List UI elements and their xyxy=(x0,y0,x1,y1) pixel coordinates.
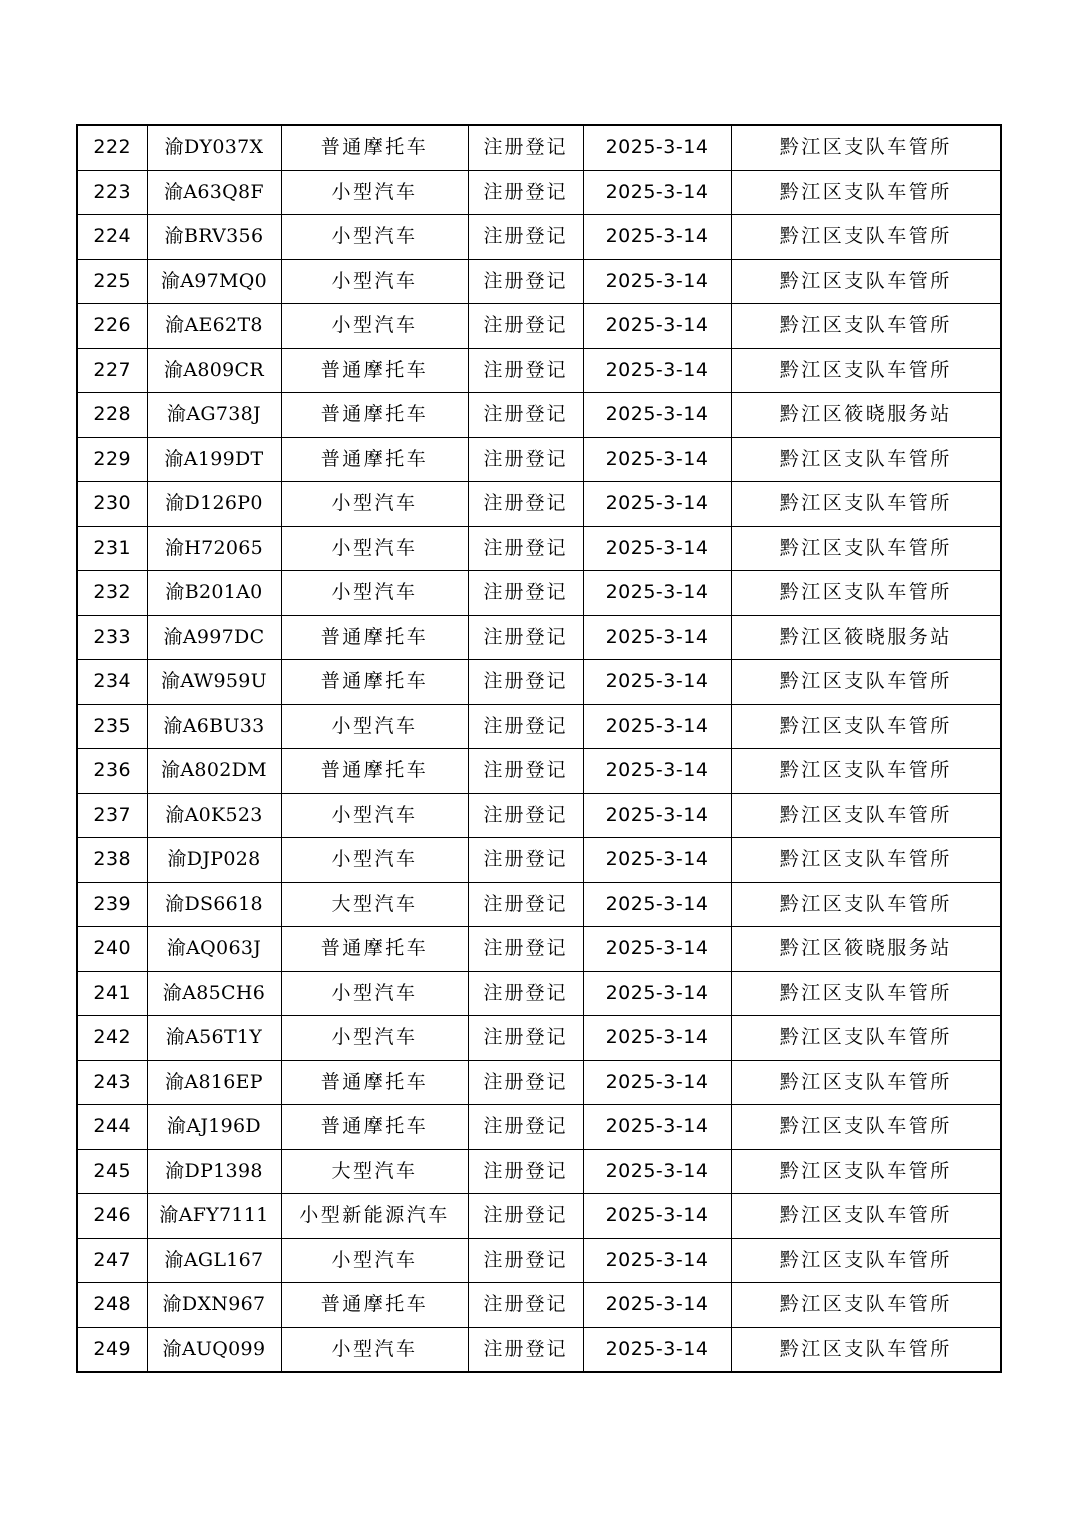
license-plate: 渝H72065 xyxy=(147,526,281,571)
handling-office: 黔江区支队车管所 xyxy=(731,304,1001,349)
table-row xyxy=(77,348,1001,393)
business-type: 注册登记 xyxy=(468,526,583,571)
handling-office: 黔江区支队车管所 xyxy=(731,170,1001,215)
registration-date: 2025-3-14 xyxy=(583,170,731,215)
serial-number: 226 xyxy=(77,304,147,349)
registration-date: 2025-3-14 xyxy=(583,1149,731,1194)
serial-number: 240 xyxy=(77,927,147,972)
registration-date: 2025-3-14 xyxy=(583,1327,731,1372)
handling-office: 黔江区支队车管所 xyxy=(731,1238,1001,1283)
license-plate: 渝AG738J xyxy=(147,393,281,438)
table-row xyxy=(77,393,1001,438)
handling-office: 黔江区支队车管所 xyxy=(731,437,1001,482)
table-row xyxy=(77,927,1001,972)
vehicle-type: 普通摩托车 xyxy=(281,1060,468,1105)
handling-office: 黔江区支队车管所 xyxy=(731,971,1001,1016)
business-type: 注册登记 xyxy=(468,348,583,393)
license-plate: 渝B201A0 xyxy=(147,571,281,616)
license-plate: 渝AUQ099 xyxy=(147,1327,281,1372)
vehicle-type: 普通摩托车 xyxy=(281,927,468,972)
serial-number: 238 xyxy=(77,838,147,883)
handling-office: 黔江区筱晓服务站 xyxy=(731,927,1001,972)
serial-number: 227 xyxy=(77,348,147,393)
serial-number: 228 xyxy=(77,393,147,438)
table-row xyxy=(77,660,1001,705)
registration-date: 2025-3-14 xyxy=(583,660,731,705)
serial-number: 242 xyxy=(77,1016,147,1061)
vehicle-type: 小型汽车 xyxy=(281,971,468,1016)
license-plate: 渝AJ196D xyxy=(147,1105,281,1150)
handling-office: 黔江区支队车管所 xyxy=(731,348,1001,393)
license-plate: 渝D126P0 xyxy=(147,482,281,527)
table-row xyxy=(77,482,1001,527)
business-type: 注册登记 xyxy=(468,125,583,170)
serial-number: 245 xyxy=(77,1149,147,1194)
serial-number: 239 xyxy=(77,882,147,927)
license-plate: 渝A997DC xyxy=(147,615,281,660)
serial-number: 243 xyxy=(77,1060,147,1105)
table-row xyxy=(77,526,1001,571)
license-plate: 渝DXN967 xyxy=(147,1283,281,1328)
table-row xyxy=(77,259,1001,304)
serial-number: 248 xyxy=(77,1283,147,1328)
table-row xyxy=(77,1016,1001,1061)
vehicle-type: 普通摩托车 xyxy=(281,348,468,393)
handling-office: 黔江区支队车管所 xyxy=(731,482,1001,527)
license-plate: 渝A809CR xyxy=(147,348,281,393)
table-row xyxy=(77,125,1001,170)
registration-date: 2025-3-14 xyxy=(583,482,731,527)
license-plate: 渝DJP028 xyxy=(147,838,281,883)
business-type: 注册登记 xyxy=(468,259,583,304)
registration-date: 2025-3-14 xyxy=(583,259,731,304)
license-plate: 渝A97MQ0 xyxy=(147,259,281,304)
registration-date: 2025-3-14 xyxy=(583,882,731,927)
handling-office: 黔江区筱晓服务站 xyxy=(731,615,1001,660)
business-type: 注册登记 xyxy=(468,1327,583,1372)
vehicle-type: 小型汽车 xyxy=(281,838,468,883)
serial-number: 223 xyxy=(77,170,147,215)
handling-office: 黔江区支队车管所 xyxy=(731,660,1001,705)
registration-date: 2025-3-14 xyxy=(583,125,731,170)
vehicle-type: 普通摩托车 xyxy=(281,749,468,794)
business-type: 注册登记 xyxy=(468,482,583,527)
license-plate: 渝BRV356 xyxy=(147,215,281,260)
license-plate: 渝DY037X xyxy=(147,125,281,170)
vehicle-type: 普通摩托车 xyxy=(281,660,468,705)
table-row xyxy=(77,304,1001,349)
vehicle-type: 普通摩托车 xyxy=(281,393,468,438)
registry-table-body xyxy=(77,125,1001,1372)
business-type: 注册登记 xyxy=(468,571,583,616)
vehicle-type: 普通摩托车 xyxy=(281,615,468,660)
handling-office: 黔江区支队车管所 xyxy=(731,1327,1001,1372)
business-type: 注册登记 xyxy=(468,927,583,972)
table-row xyxy=(77,1194,1001,1239)
vehicle-type: 小型汽车 xyxy=(281,304,468,349)
table-row xyxy=(77,170,1001,215)
vehicle-type: 普通摩托车 xyxy=(281,437,468,482)
business-type: 注册登记 xyxy=(468,1238,583,1283)
business-type: 注册登记 xyxy=(468,749,583,794)
serial-number: 224 xyxy=(77,215,147,260)
serial-number: 234 xyxy=(77,660,147,705)
vehicle-type: 大型汽车 xyxy=(281,1149,468,1194)
business-type: 注册登记 xyxy=(468,1105,583,1150)
business-type: 注册登记 xyxy=(468,437,583,482)
business-type: 注册登记 xyxy=(468,170,583,215)
vehicle-type: 小型汽车 xyxy=(281,170,468,215)
table-row xyxy=(77,1105,1001,1150)
table-row xyxy=(77,1283,1001,1328)
vehicle-type: 小型汽车 xyxy=(281,704,468,749)
vehicle-type: 普通摩托车 xyxy=(281,1105,468,1150)
registration-date: 2025-3-14 xyxy=(583,1194,731,1239)
license-plate: 渝AE62T8 xyxy=(147,304,281,349)
serial-number: 230 xyxy=(77,482,147,527)
business-type: 注册登记 xyxy=(468,1016,583,1061)
registration-date: 2025-3-14 xyxy=(583,1016,731,1061)
serial-number: 233 xyxy=(77,615,147,660)
business-type: 注册登记 xyxy=(468,215,583,260)
handling-office: 黔江区支队车管所 xyxy=(731,1283,1001,1328)
vehicle-type: 小型汽车 xyxy=(281,793,468,838)
license-plate: 渝AGL167 xyxy=(147,1238,281,1283)
business-type: 注册登记 xyxy=(468,1060,583,1105)
registry-table-container xyxy=(76,124,1000,1373)
registration-date: 2025-3-14 xyxy=(583,927,731,972)
handling-office: 黔江区支队车管所 xyxy=(731,259,1001,304)
vehicle-type: 小型汽车 xyxy=(281,1238,468,1283)
license-plate: 渝AQ063J xyxy=(147,927,281,972)
business-type: 注册登记 xyxy=(468,1194,583,1239)
registration-date: 2025-3-14 xyxy=(583,615,731,660)
serial-number: 244 xyxy=(77,1105,147,1150)
table-row xyxy=(77,838,1001,883)
vehicle-type: 小型汽车 xyxy=(281,259,468,304)
registration-date: 2025-3-14 xyxy=(583,1060,731,1105)
handling-office: 黔江区支队车管所 xyxy=(731,704,1001,749)
license-plate: 渝A63Q8F xyxy=(147,170,281,215)
license-plate: 渝A816EP xyxy=(147,1060,281,1105)
handling-office: 黔江区支队车管所 xyxy=(731,125,1001,170)
vehicle-type: 小型汽车 xyxy=(281,1327,468,1372)
table-row xyxy=(77,882,1001,927)
handling-office: 黔江区支队车管所 xyxy=(731,571,1001,616)
table-row xyxy=(77,571,1001,616)
serial-number: 247 xyxy=(77,1238,147,1283)
table-row xyxy=(77,704,1001,749)
business-type: 注册登记 xyxy=(468,793,583,838)
handling-office: 黔江区支队车管所 xyxy=(731,1016,1001,1061)
serial-number: 225 xyxy=(77,259,147,304)
registration-date: 2025-3-14 xyxy=(583,793,731,838)
license-plate: 渝AFY7111 xyxy=(147,1194,281,1239)
registration-date: 2025-3-14 xyxy=(583,348,731,393)
business-type: 注册登记 xyxy=(468,1283,583,1328)
license-plate: 渝AW959U xyxy=(147,660,281,705)
vehicle-type: 小型汽车 xyxy=(281,1016,468,1061)
handling-office: 黔江区支队车管所 xyxy=(731,1194,1001,1239)
handling-office: 黔江区支队车管所 xyxy=(731,1149,1001,1194)
business-type: 注册登记 xyxy=(468,882,583,927)
registration-date: 2025-3-14 xyxy=(583,971,731,1016)
vehicle-registration-table xyxy=(76,124,1002,1373)
registration-date: 2025-3-14 xyxy=(583,749,731,794)
serial-number: 232 xyxy=(77,571,147,616)
vehicle-type: 大型汽车 xyxy=(281,882,468,927)
table-row xyxy=(77,1149,1001,1194)
business-type: 注册登记 xyxy=(468,1149,583,1194)
registration-date: 2025-3-14 xyxy=(583,1105,731,1150)
license-plate: 渝A199DT xyxy=(147,437,281,482)
table-row xyxy=(77,437,1001,482)
license-plate: 渝A85CH6 xyxy=(147,971,281,1016)
license-plate: 渝A0K523 xyxy=(147,793,281,838)
serial-number: 237 xyxy=(77,793,147,838)
table-row xyxy=(77,1060,1001,1105)
vehicle-type: 小型汽车 xyxy=(281,571,468,616)
license-plate: 渝A802DM xyxy=(147,749,281,794)
registration-date: 2025-3-14 xyxy=(583,571,731,616)
registration-date: 2025-3-14 xyxy=(583,526,731,571)
vehicle-type: 小型汽车 xyxy=(281,215,468,260)
vehicle-type: 小型汽车 xyxy=(281,526,468,571)
table-row xyxy=(77,1238,1001,1283)
business-type: 注册登记 xyxy=(468,304,583,349)
business-type: 注册登记 xyxy=(468,660,583,705)
serial-number: 246 xyxy=(77,1194,147,1239)
business-type: 注册登记 xyxy=(468,971,583,1016)
serial-number: 249 xyxy=(77,1327,147,1372)
handling-office: 黔江区支队车管所 xyxy=(731,793,1001,838)
registration-date: 2025-3-14 xyxy=(583,393,731,438)
table-row xyxy=(77,1327,1001,1372)
license-plate: 渝DP1398 xyxy=(147,1149,281,1194)
business-type: 注册登记 xyxy=(468,704,583,749)
business-type: 注册登记 xyxy=(468,838,583,883)
license-plate: 渝DS6618 xyxy=(147,882,281,927)
handling-office: 黔江区支队车管所 xyxy=(731,1105,1001,1150)
vehicle-type: 普通摩托车 xyxy=(281,125,468,170)
table-row xyxy=(77,749,1001,794)
handling-office: 黔江区支队车管所 xyxy=(731,215,1001,260)
business-type: 注册登记 xyxy=(468,615,583,660)
serial-number: 222 xyxy=(77,125,147,170)
serial-number: 236 xyxy=(77,749,147,794)
serial-number: 231 xyxy=(77,526,147,571)
registration-date: 2025-3-14 xyxy=(583,838,731,883)
serial-number: 229 xyxy=(77,437,147,482)
license-plate: 渝A6BU33 xyxy=(147,704,281,749)
vehicle-type: 普通摩托车 xyxy=(281,1283,468,1328)
handling-office: 黔江区支队车管所 xyxy=(731,526,1001,571)
serial-number: 241 xyxy=(77,971,147,1016)
vehicle-type: 小型新能源汽车 xyxy=(281,1194,468,1239)
handling-office: 黔江区支队车管所 xyxy=(731,749,1001,794)
handling-office: 黔江区支队车管所 xyxy=(731,882,1001,927)
registration-date: 2025-3-14 xyxy=(583,1283,731,1328)
registration-date: 2025-3-14 xyxy=(583,437,731,482)
registration-date: 2025-3-14 xyxy=(583,215,731,260)
table-row xyxy=(77,615,1001,660)
handling-office: 黔江区筱晓服务站 xyxy=(731,393,1001,438)
vehicle-type: 小型汽车 xyxy=(281,482,468,527)
registration-date: 2025-3-14 xyxy=(583,304,731,349)
business-type: 注册登记 xyxy=(468,393,583,438)
serial-number: 235 xyxy=(77,704,147,749)
handling-office: 黔江区支队车管所 xyxy=(731,1060,1001,1105)
table-row xyxy=(77,971,1001,1016)
handling-office: 黔江区支队车管所 xyxy=(731,838,1001,883)
license-plate: 渝A56T1Y xyxy=(147,1016,281,1061)
table-row xyxy=(77,793,1001,838)
registration-date: 2025-3-14 xyxy=(583,1238,731,1283)
registration-date: 2025-3-14 xyxy=(583,704,731,749)
table-row xyxy=(77,215,1001,260)
